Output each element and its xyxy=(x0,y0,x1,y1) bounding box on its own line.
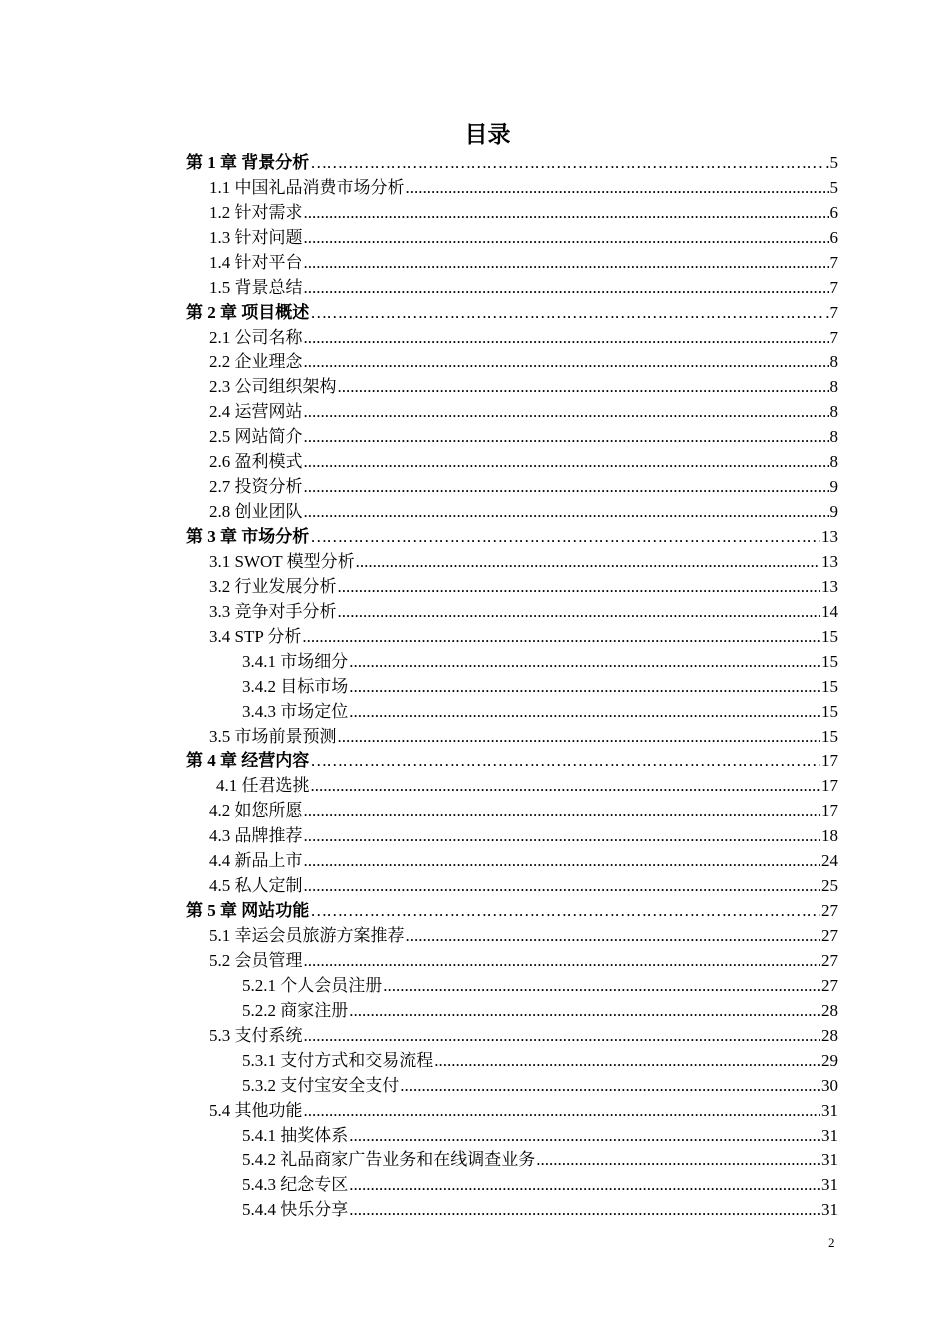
toc-entry[interactable] xyxy=(0,199,838,224)
toc-leader-dots xyxy=(406,925,821,947)
toc-chapter-entry[interactable] xyxy=(0,897,838,922)
toc-entry[interactable] xyxy=(0,972,838,997)
toc-entry-page: 14 xyxy=(821,601,838,621)
toc-entry[interactable] xyxy=(0,398,838,423)
toc-entry[interactable] xyxy=(0,1047,838,1072)
toc-entry-page: 15 xyxy=(821,651,838,671)
toc-entry[interactable] xyxy=(0,548,838,573)
toc-chapter-entry[interactable] xyxy=(0,523,838,548)
toc-entry[interactable] xyxy=(0,698,838,723)
toc-entry-page: 24 xyxy=(821,851,838,871)
toc-entry[interactable] xyxy=(0,822,838,847)
toc-entry-label: 3.3 竞争对手分析 xyxy=(209,601,337,621)
toc-entry[interactable] xyxy=(0,498,838,523)
page-number: 2 xyxy=(828,1235,835,1250)
toc-entry-label: 1.3 针对问题 xyxy=(209,227,303,247)
toc-entry[interactable] xyxy=(0,349,838,374)
toc-entry-page: .5 xyxy=(825,152,838,172)
toc-entry-label: 5.2.2 商家注册 xyxy=(242,1000,349,1020)
toc-entry-label: 3.4.1 市场细分 xyxy=(242,651,349,671)
toc-entry[interactable] xyxy=(0,274,838,299)
toc-entry-page: 17 xyxy=(821,751,838,771)
toc-chapter-entry[interactable] xyxy=(0,299,838,324)
toc-leader-dots xyxy=(302,626,820,648)
toc-entry-page: 31 xyxy=(821,1150,838,1170)
toc-leader-dots xyxy=(356,551,820,573)
toc-entry-page: 31 xyxy=(821,1125,838,1145)
toc-entry[interactable] xyxy=(0,174,838,199)
toc-entry-page: 9 xyxy=(829,502,838,522)
toc-leader-dots xyxy=(310,152,824,174)
toc-entry-label: 5.3.1 支付方式和交易流程 xyxy=(242,1050,434,1070)
toc-entry[interactable] xyxy=(0,1022,838,1047)
toc-entry-label: 4.2 如您所愿 xyxy=(209,801,303,821)
toc-leader-dots xyxy=(304,202,829,224)
toc-entry-label: 2.3 公司组织架构 xyxy=(209,377,337,397)
toc-leader-dots xyxy=(349,651,820,673)
toc-entry-label: 1.5 背景总结 xyxy=(209,277,303,297)
toc-entry[interactable] xyxy=(0,1097,838,1122)
toc-leader-dots xyxy=(304,426,829,448)
toc-entry-page: 31 xyxy=(821,1200,838,1220)
toc-leader-dots xyxy=(304,1025,821,1047)
toc-entry-page: 27 xyxy=(821,975,838,995)
toc-entry[interactable] xyxy=(0,797,838,822)
toc-entry-page: 7 xyxy=(829,327,838,347)
toc-entry-label: 第 3 章 市场分析 xyxy=(186,527,310,546)
toc-entry-label: 2.2 企业理念 xyxy=(209,352,303,372)
toc-entry-label: 5.4.1 抽奖体系 xyxy=(242,1125,349,1145)
toc-entry-label: 4.4 新品上市 xyxy=(209,851,303,871)
toc-entry[interactable] xyxy=(0,772,838,797)
toc-entry[interactable] xyxy=(0,373,838,398)
toc-entry-label: 第 1 章 背景分析 xyxy=(186,152,310,172)
toc-leader-dots xyxy=(349,1000,820,1022)
toc-entry-label: 1.2 针对需求 xyxy=(209,202,303,222)
toc-entry[interactable] xyxy=(0,224,838,249)
toc-entry-page: 13 xyxy=(821,527,838,546)
toc-entry-page: 31 xyxy=(821,1100,838,1120)
toc-entry-label: 3.4.2 目标市场 xyxy=(242,676,349,696)
toc-entry-page: .7 xyxy=(825,302,838,322)
toc-leader-dots xyxy=(304,875,821,897)
toc-entry-label: 3.4 STP 分析 xyxy=(209,626,302,646)
toc-leader-dots xyxy=(304,950,821,972)
toc-entry-label: 第 2 章 项目概述 xyxy=(186,302,310,322)
toc-entry-page: 31 xyxy=(821,1175,838,1195)
toc-entry-page: 5 xyxy=(829,177,838,197)
toc-entry-page: 15 xyxy=(821,701,838,721)
toc-leader-dots xyxy=(310,900,820,922)
toc-leader-dots xyxy=(400,1075,820,1097)
toc-entry[interactable] xyxy=(0,947,838,972)
toc-entry[interactable] xyxy=(0,997,838,1022)
toc-entry-label: 2.4 运营网站 xyxy=(209,402,303,422)
toc-leader-dots xyxy=(304,825,821,847)
toc-entry[interactable] xyxy=(0,1122,838,1147)
toc-leader-dots xyxy=(304,800,821,822)
toc-entry-page: 17 xyxy=(821,801,838,821)
toc-entry-label: 3.4.3 市场定位 xyxy=(242,701,349,721)
toc-entry-page: 6 xyxy=(829,202,838,222)
toc-leader-dots xyxy=(338,726,821,748)
toc-leader-dots xyxy=(304,1100,821,1122)
toc-entry-page: 8 xyxy=(829,452,838,472)
toc-leader-dots xyxy=(349,701,820,723)
toc-entry-page: 17 xyxy=(821,776,838,796)
toc-entry-page: 28 xyxy=(821,1025,838,1045)
toc-entry[interactable] xyxy=(0,847,838,872)
toc-entry-page: 8 xyxy=(829,352,838,372)
toc-entry[interactable] xyxy=(0,1072,838,1097)
toc-entry[interactable] xyxy=(0,249,838,274)
toc-leader-dots xyxy=(406,177,829,199)
toc-entry-label: 2.6 盈利模式 xyxy=(209,452,303,472)
toc-entry[interactable] xyxy=(0,1147,838,1172)
toc-entry-page: 8 xyxy=(829,402,838,422)
toc-leader-dots xyxy=(338,376,829,398)
toc-entry-page: 15 xyxy=(821,676,838,696)
toc-leader-dots xyxy=(310,526,820,548)
table-of-contents xyxy=(0,149,950,1221)
toc-entry-page: 15 xyxy=(821,726,838,746)
toc-entry-label: 4.3 品牌推荐 xyxy=(209,826,303,846)
toc-entry-label: 5.4 其他功能 xyxy=(209,1100,303,1120)
page-title: 目录 xyxy=(464,122,511,148)
toc-entry-page: 29 xyxy=(821,1050,838,1070)
toc-entry-page: 18 xyxy=(821,826,838,846)
toc-leader-dots xyxy=(304,401,829,423)
toc-leader-dots xyxy=(304,476,829,498)
toc-entry[interactable] xyxy=(0,723,838,748)
toc-leader-dots xyxy=(338,576,821,598)
toc-leader-dots xyxy=(304,227,829,249)
toc-entry-label: 2.5 网站简介 xyxy=(209,427,303,447)
toc-entry-label: 4.5 私人定制 xyxy=(209,876,303,896)
toc-leader-dots xyxy=(310,302,824,324)
toc-entry-page: 9 xyxy=(829,477,838,497)
toc-entry-page: 27 xyxy=(821,950,838,970)
toc-leader-dots xyxy=(349,1174,820,1196)
toc-entry-label: 2.7 投资分析 xyxy=(209,477,303,497)
toc-entry[interactable] xyxy=(0,448,838,473)
toc-leader-dots xyxy=(349,1199,820,1221)
toc-entry[interactable] xyxy=(0,324,838,349)
toc-entry[interactable] xyxy=(0,473,838,498)
toc-entry[interactable] xyxy=(0,1171,838,1196)
toc-leader-dots xyxy=(434,1050,820,1072)
toc-leader-dots xyxy=(349,676,820,698)
toc-entry-label: 5.1 幸运会员旅游方案推荐 xyxy=(209,926,405,945)
toc-entry-label: 2.8 创业团队 xyxy=(209,502,303,522)
toc-leader-dots xyxy=(310,750,820,772)
toc-chapter-entry[interactable] xyxy=(0,149,838,174)
toc-entry-label: 5.4.2 礼品商家广告业务和在线调查业务 xyxy=(242,1150,536,1170)
toc-entry[interactable] xyxy=(0,922,838,947)
toc-entry-label: 5.4.4 快乐分享 xyxy=(242,1200,349,1220)
toc-leader-dots xyxy=(536,1149,820,1171)
toc-entry[interactable] xyxy=(0,648,838,673)
toc-chapter-entry[interactable] xyxy=(0,748,838,773)
toc-leader-dots xyxy=(304,327,829,349)
toc-leader-dots xyxy=(383,975,820,997)
toc-leader-dots xyxy=(304,252,829,274)
toc-entry-page: 27 xyxy=(821,901,838,921)
toc-entry-label: 2.1 公司名称 xyxy=(209,327,303,347)
toc-entry-label: 5.2.1 个人会员注册 xyxy=(242,975,383,995)
toc-leader-dots xyxy=(338,601,821,623)
toc-entry-page: 25 xyxy=(821,876,838,896)
toc-entry-page: 15 xyxy=(821,626,838,646)
toc-entry-page: 8 xyxy=(829,427,838,447)
toc-entry-label: 5.3.2 支付宝安全支付 xyxy=(242,1075,400,1095)
toc-entry[interactable] xyxy=(0,872,838,897)
toc-entry-page: 7 xyxy=(829,252,838,272)
toc-entry-page: 6 xyxy=(829,227,838,247)
toc-entry[interactable] xyxy=(0,573,838,598)
toc-entry-page: 7 xyxy=(829,277,838,297)
toc-leader-dots xyxy=(304,501,829,523)
toc-entry-label: 第 4 章 经营内容 xyxy=(186,751,310,771)
toc-leader-dots xyxy=(304,277,829,299)
toc-leader-dots xyxy=(304,451,829,473)
toc-entry-label: 3.5 市场前景预测 xyxy=(209,726,337,746)
toc-entry-label: 3.1 SWOT 模型分析 xyxy=(209,551,355,571)
toc-leader-dots xyxy=(349,1125,820,1147)
toc-entry-page: 27 xyxy=(821,926,838,945)
toc-entry[interactable] xyxy=(0,623,838,648)
toc-entry-page: 30 xyxy=(821,1075,838,1095)
toc-entry[interactable] xyxy=(0,423,838,448)
toc-leader-dots xyxy=(311,775,821,797)
toc-entry-page: 28 xyxy=(821,1000,838,1020)
toc-entry[interactable] xyxy=(0,598,838,623)
toc-leader-dots xyxy=(304,351,829,373)
toc-entry[interactable] xyxy=(0,673,838,698)
toc-entry-label: 第 5 章 网站功能 xyxy=(186,901,310,921)
toc-entry-label: 1.1 中国礼品消费市场分析 xyxy=(209,177,405,197)
toc-entry-label: 1.4 针对平台 xyxy=(209,252,303,272)
toc-entry[interactable] xyxy=(0,1196,838,1221)
toc-entry-label: 5.3 支付系统 xyxy=(209,1025,303,1045)
toc-entry-label: 5.2 会员管理 xyxy=(209,950,303,970)
toc-leader-dots xyxy=(304,850,821,872)
toc-entry-label: 5.4.3 纪念专区 xyxy=(242,1175,349,1195)
toc-entry-page: 8 xyxy=(829,377,838,397)
toc-entry-label: 3.2 行业发展分析 xyxy=(209,576,337,596)
toc-entry-label: 4.1 任君选挑 xyxy=(216,776,310,796)
toc-entry-page: 13 xyxy=(821,551,838,571)
toc-entry-page: 13 xyxy=(821,576,838,596)
